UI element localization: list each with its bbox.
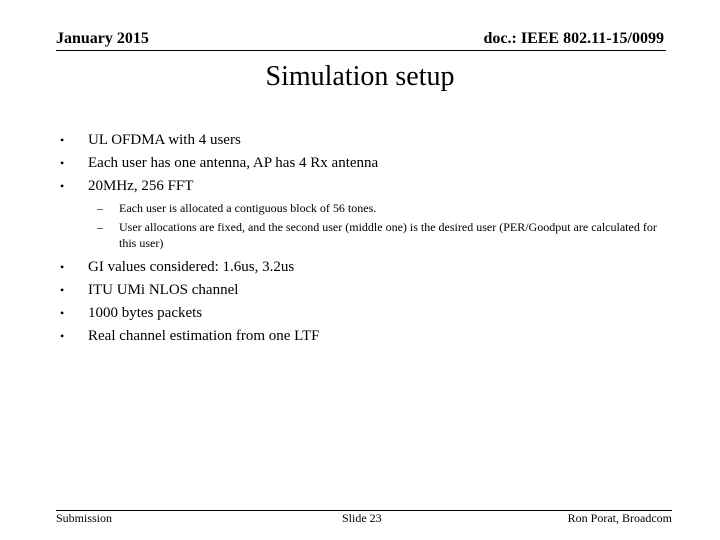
bullet-symbol: • — [60, 179, 65, 193]
bullet-symbol: • — [60, 156, 65, 170]
bullet-text: Real channel estimation from one LTF — [88, 328, 320, 344]
bullet-symbol: • — [60, 306, 65, 320]
bullet-text: Each user has one antenna, AP has 4 Rx antenna — [88, 155, 379, 171]
bullet-symbol: • — [60, 133, 65, 147]
bullet-text: 1000 bytes packets — [88, 305, 203, 321]
sub-bullet-text: User allocations are fixed, and the second user (middle one) is the desired user (PER/Goodput are calculated for this user) — [119, 220, 657, 250]
slide-footer — [56, 510, 672, 523]
footer-submission: Submission — [56, 511, 113, 525]
footer-slide-number: Slide 23 — [342, 511, 382, 525]
dash-symbol: – — [97, 201, 103, 215]
bullet-symbol: • — [60, 283, 65, 297]
sub-bullet-text: Each user is allocated a contiguous block of 56 tones. — [119, 201, 377, 215]
bullet-text: ITU UMi NLOS channel — [88, 282, 239, 298]
dash-symbol: – — [97, 220, 103, 234]
bullet-text: GI values considered: 1.6us, 3.2us — [88, 259, 295, 275]
slide-title: Simulation setup — [265, 61, 455, 92]
bullet-text: 20MHz, 256 FFT — [88, 178, 194, 194]
bullet-symbol: • — [60, 329, 65, 343]
bullet-text: UL OFDMA with 4 users — [88, 132, 241, 148]
footer-author: Ron Porat, Broadcom — [567, 511, 672, 525]
bullet-symbol: • — [60, 260, 65, 274]
header-doc-number: doc.: IEEE 802.11-15/0099 — [483, 30, 664, 47]
header-date: January 2015 — [56, 30, 149, 47]
